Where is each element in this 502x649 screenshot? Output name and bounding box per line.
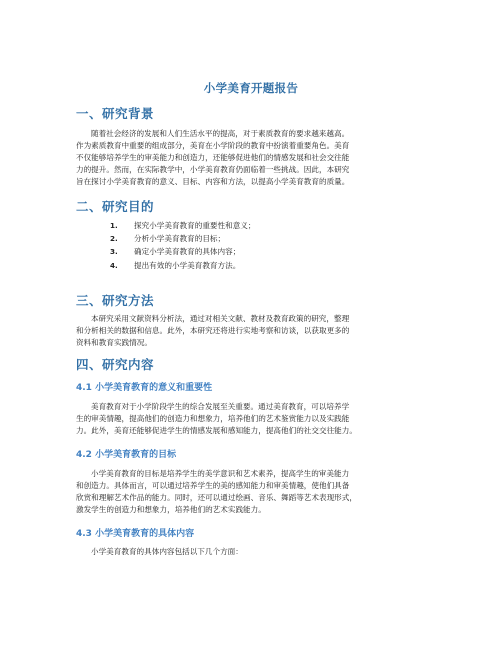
subsection-heading: 4.1 小学美育教育的意义和重要性 <box>76 383 213 393</box>
paragraph-line: 旨在探讨小学美育教育的意义、目标、内容和方法，以提高小学美育教育的质量。 <box>76 177 350 186</box>
paragraph-method <box>76 313 436 349</box>
list-item-text: 确定小学美育教育的具体内容； <box>134 247 241 257</box>
subsection-heading: 4.2 小学美育教育的目标 <box>76 450 177 460</box>
list-item <box>110 245 256 258</box>
list-item-number: 2. <box>110 234 118 244</box>
paragraph-line: 激发学生的创造力和想象力，培养他们的艺术实践能力。 <box>76 505 266 514</box>
list-item-number: 3. <box>110 247 118 257</box>
paragraph-line: 力。此外，美育还能够促进学生的情感发展和感知能力，提高他们的社交交往能力。 <box>76 426 357 435</box>
subsection-heading: 4.3 小学美育教育的具体内容 <box>76 529 195 539</box>
list-item <box>110 232 256 245</box>
section-heading-purpose: 二、研究目的 <box>76 199 155 214</box>
paragraph-line: 欣赏和理解艺术作品的能力。同时，还可以通过绘画、音乐、舞蹈等艺术表现形式， <box>76 493 357 502</box>
section-heading-content: 四、研究内容 <box>76 357 155 372</box>
paragraph-significance <box>76 401 436 437</box>
list-item <box>110 259 256 272</box>
paragraph-line: 小学美育教育的具体内容包括以下几个方面： <box>91 547 243 556</box>
page-title: 小学美育开题报告 <box>203 81 299 95</box>
list-item <box>110 219 256 232</box>
paragraph-line: 不仅能够培养学生的审美能力和创造力，还能够促进他们的情感发展和社会交往能 <box>76 153 350 162</box>
paragraph-line: 力的提升。然而，在实际教学中，小学美育教育仍面临着一些挑战。因此，本研究 <box>76 165 350 174</box>
paragraph-line: 随着社会经济的发展和人们生活水平的提高，对于素质教育的要求越来越高。 <box>91 129 350 138</box>
paragraph-line: 和创造力。具体而言，可以通过培养学生的美的感知能力和审美情趣，使他们具备 <box>76 481 350 490</box>
paragraph-line: 和分析相关的数据和信息。此外，本研究还将进行实地考察和访谈，以获取更多的 <box>76 326 350 335</box>
paragraph-line: 美育教育对于小学阶段学生的综合发展至关重要。通过美育教育，可以培养学 <box>91 402 350 411</box>
section-heading-background: 一、研究背景 <box>76 106 155 121</box>
purpose-list <box>110 219 256 272</box>
paragraph-line: 小学美育教育的目标是培养学生的美学意识和艺术素养，提高学生的审美能力 <box>91 469 350 478</box>
paragraph-line: 资料和教育实践情况。 <box>76 338 152 347</box>
paragraph-background <box>76 128 436 188</box>
section-heading-method: 三、研究方法 <box>76 293 155 308</box>
list-item-text: 提出有效的小学美育教育方法。 <box>134 260 241 270</box>
list-item-number: 1. <box>110 221 118 230</box>
list-item-number: 4. <box>110 260 118 270</box>
paragraph-line: 生的审美情趣，提高他们的创造力和想象力，培养他们的艺术鉴赏能力以及实践能 <box>76 414 350 423</box>
paragraph-line: 本研究采用文献资料分析法，通过对相关文献、教材及教育政策的研究，整理 <box>91 314 350 323</box>
paragraph-specific-content <box>76 546 436 558</box>
paragraph-line: 作为素质教育中重要的组成部分，美育在小学阶段的教育中扮演着重要角色。美育 <box>76 141 350 150</box>
paragraph-goals <box>76 468 436 516</box>
list-item-text: 探究小学美育教育的重要性和意义； <box>134 221 256 230</box>
list-item-text: 分析小学美育教育的目标； <box>134 234 226 244</box>
